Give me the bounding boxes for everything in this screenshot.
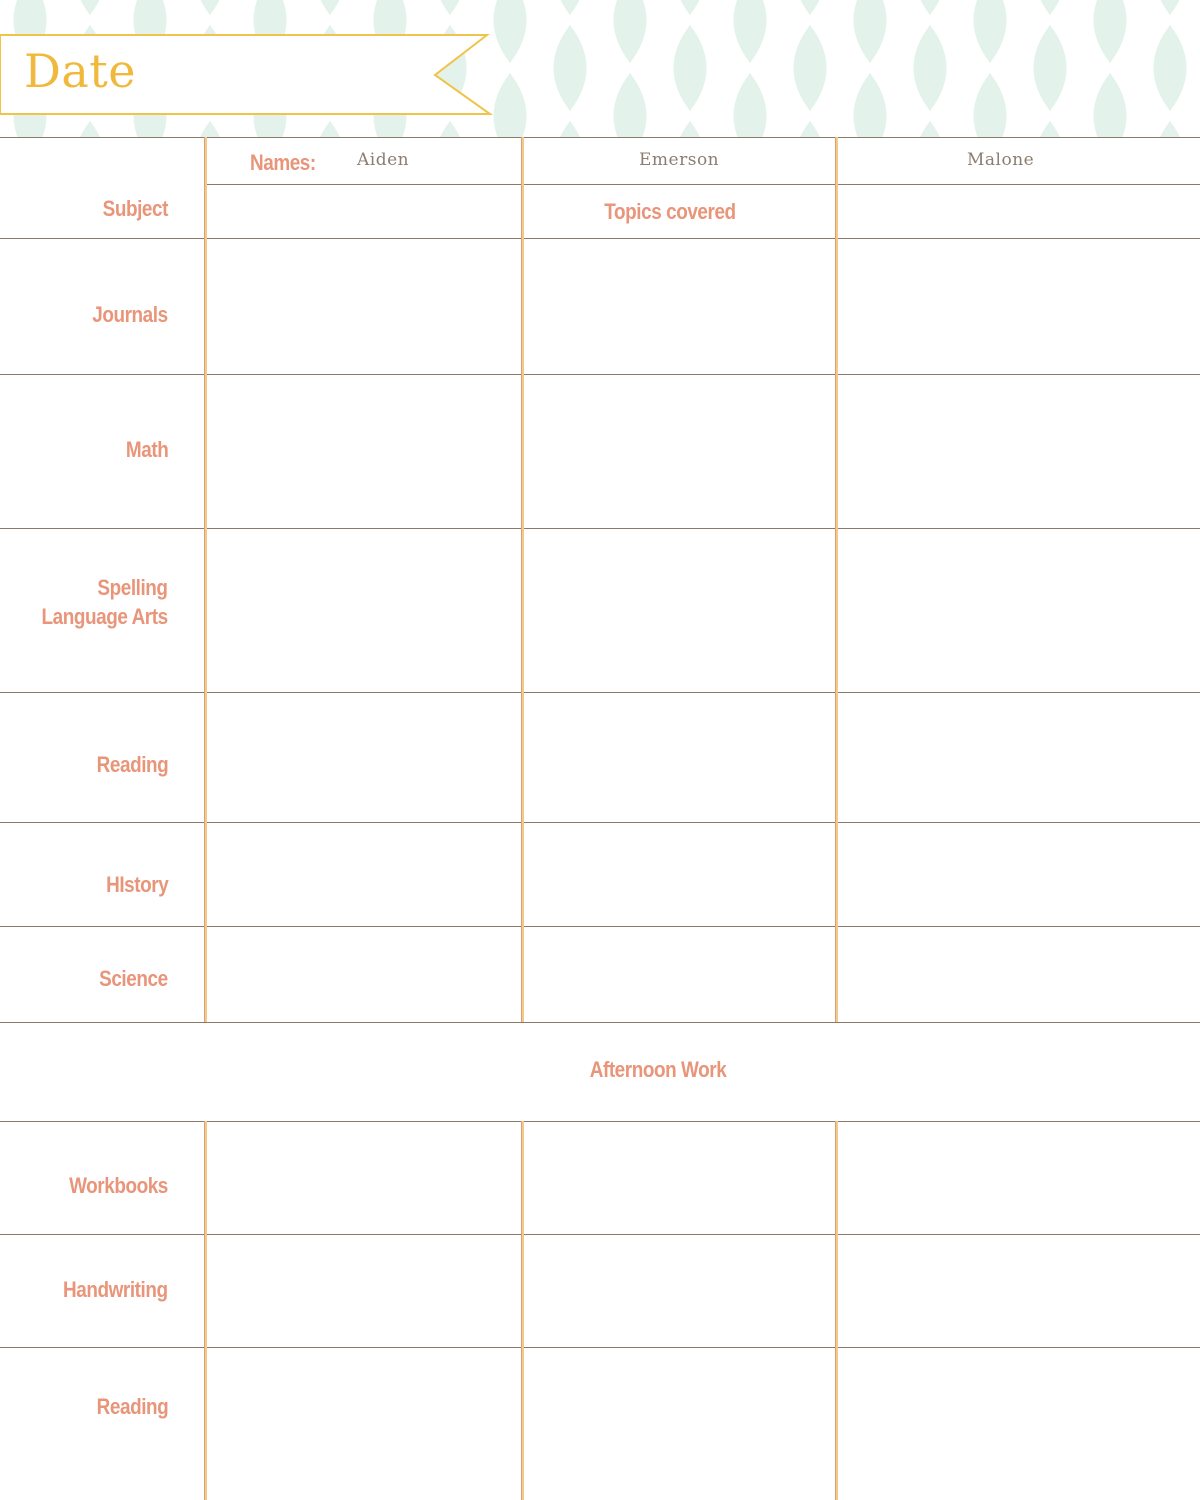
date-banner (0, 0, 500, 137)
leaf-shape (914, 25, 947, 111)
leaf-shape (734, 73, 767, 137)
afternoon-subject-label: Handwriting (63, 1277, 168, 1302)
leaf-shape (1154, 25, 1187, 111)
subject-label: Language Arts (41, 604, 168, 629)
row-divider (0, 374, 1200, 375)
row-divider (0, 1347, 1200, 1348)
leaf-shape (674, 121, 707, 137)
leaf-shape (974, 0, 1007, 63)
leaf-shape (554, 0, 587, 15)
leaf-shape (1034, 0, 1067, 15)
leaf-shape (674, 0, 707, 15)
leaf-shape (554, 121, 587, 137)
date-label: Date (24, 44, 137, 98)
row-divider (0, 926, 1200, 927)
leaf-shape (794, 121, 827, 137)
row-divider (0, 1234, 1200, 1235)
leaf-shape (674, 25, 707, 111)
topics-covered-header: Topics covered (604, 199, 736, 224)
leaf-shape (734, 0, 767, 63)
subject-header: Subject (102, 196, 168, 221)
subject-label: Journals (92, 302, 168, 327)
subject-label: Science (99, 966, 168, 991)
column-divider (521, 137, 524, 1022)
column-divider (521, 1121, 524, 1500)
row-divider (0, 1121, 1200, 1122)
leaf-shape (794, 0, 827, 15)
leaf-shape (974, 73, 1007, 137)
names-label: Names: (250, 150, 316, 175)
student-name: Emerson (639, 150, 720, 170)
student-name: Malone (967, 150, 1035, 170)
subject-label: Math (125, 437, 168, 462)
column-divider (835, 137, 838, 1022)
leaf-shape (1094, 0, 1127, 63)
leaf-shape (854, 0, 887, 63)
leaf-shape (914, 0, 947, 15)
row-divider (0, 692, 1200, 693)
leaf-shape (794, 25, 827, 111)
subject-label: Spelling (97, 575, 168, 600)
leaf-shape (1034, 121, 1067, 137)
leaf-shape (614, 73, 647, 137)
table-top-border (0, 137, 1200, 138)
leaf-shape (554, 25, 587, 111)
subject-label: Reading (96, 752, 168, 777)
leaf-shape (914, 121, 947, 137)
row-divider (0, 822, 1200, 823)
column-divider (835, 1121, 838, 1500)
subject-label: HIstory (105, 872, 168, 897)
header-row-divider (0, 238, 1200, 239)
leaf-shape (1154, 121, 1187, 137)
leaf-shape (1034, 25, 1067, 111)
afternoon-subject-label: Reading (96, 1394, 168, 1419)
row-divider (0, 528, 1200, 529)
names-row-divider (207, 184, 1200, 185)
leaf-shape (1094, 73, 1127, 137)
afternoon-subject-label: Workbooks (69, 1173, 168, 1198)
leaf-shape (1154, 0, 1187, 15)
leaf-shape (614, 0, 647, 63)
student-name: Aiden (357, 150, 410, 170)
leaf-shape (854, 73, 887, 137)
row-divider (0, 1022, 1200, 1023)
column-divider (204, 1121, 207, 1500)
afternoon-work-header: Afternoon Work (589, 1057, 727, 1082)
column-divider (204, 137, 207, 1022)
